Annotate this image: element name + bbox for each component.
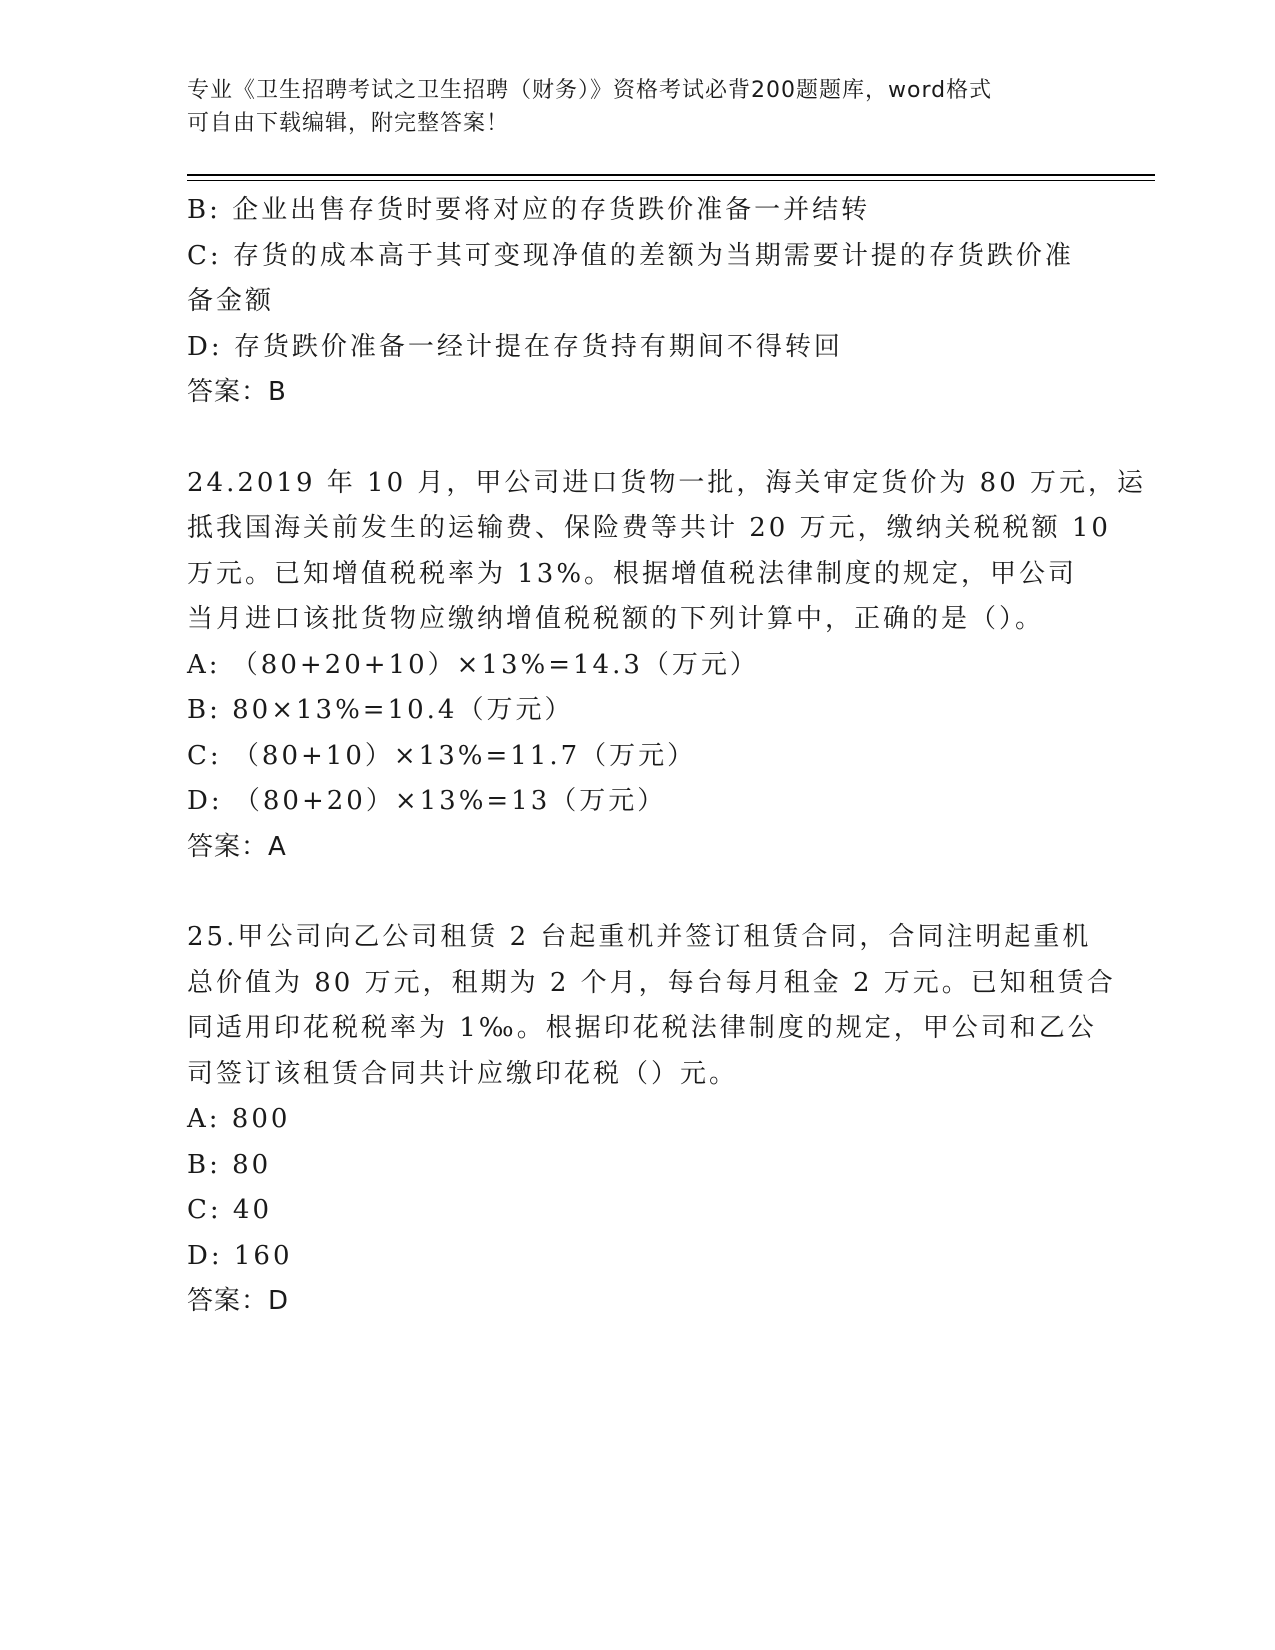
header-rule-thin — [187, 180, 1155, 181]
q25-option-d: D: 160 — [187, 1240, 293, 1271]
q24-stem-line2: 抵我国海关前发生的运输费、保险费等共计 20 万元，缴纳关税税额 10 — [187, 513, 1111, 543]
q24-stem-line1: 24.2019 年 10 月，甲公司进口货物一批，海关审定货价为 80 万元，运 — [187, 467, 1147, 498]
question-spacer — [187, 870, 1087, 915]
question-25 — [187, 915, 1116, 1325]
q25-stem-line2: 总价值为 80 万元，租期为 2 个月，每台每月租金 2 万元。已知租赁合 — [187, 967, 1116, 998]
question-24 — [187, 461, 1147, 871]
q23-option-c-line1: C: 存货的成本高于其可变现净值的差额为当期需要计提的存货跌价准 — [187, 240, 1074, 271]
q25-stem-line3: 同适用印花税税率为 1‰。根据印花税法律制度的规定，甲公司和乙公 — [187, 1013, 1097, 1043]
q25-stem-line4: 司签订该租赁合同共计应缴印花税（）元。 — [187, 1058, 739, 1089]
q23-option-b: B: 企业出售存货时要将对应的存货跌价准备一并结转 — [187, 195, 871, 225]
question-23 — [187, 188, 1087, 416]
header-line-1: 专业《卫生招聘考试之卫生招聘（财务）》资格考试必背200题题库，word格式 — [187, 78, 993, 103]
q24-option-d: D: （80+20）×13%=13（万元） — [187, 786, 667, 816]
q24-option-b: B: 80×13%=10.4（万元） — [187, 695, 574, 725]
q24-option-a: A: （80+20+10）×13%=14.3（万元） — [187, 649, 759, 680]
q23-option-c-line2: 备金额 — [187, 286, 275, 316]
q24-answer: 答案：A — [187, 831, 287, 862]
q25-stem-line1: 25.甲公司向乙公司租赁 2 台起重机并签订租赁合同，合同注明起重机 — [187, 922, 1092, 952]
q24-stem-line3: 万元。已知增值税税率为 13%。根据增值税法律制度的规定，甲公司 — [187, 558, 1078, 589]
document-body — [187, 188, 1147, 1325]
page-header — [187, 74, 1067, 140]
q25-option-a: A: 800 — [187, 1104, 291, 1134]
q24-stem-line4: 当月进口该批货物应缴纳增值税税额的下列计算中，正确的是（）。 — [187, 604, 1045, 634]
header-rule-thick — [187, 174, 1155, 176]
q25-option-c: C: 40 — [187, 1195, 273, 1225]
q23-answer: 答案：B — [187, 377, 287, 407]
q24-option-c: C: （80+10）×13%=11.7（万元） — [187, 740, 697, 771]
header-line-2: 可自由下载编辑，附完整答案！ — [187, 111, 510, 136]
q23-option-d: D: 存货跌价准备一经计提在存货持有期间不得转回 — [187, 331, 843, 362]
question-spacer — [187, 416, 1087, 461]
q25-answer: 答案：D — [187, 1286, 290, 1316]
q25-option-b: B: 80 — [187, 1149, 272, 1180]
